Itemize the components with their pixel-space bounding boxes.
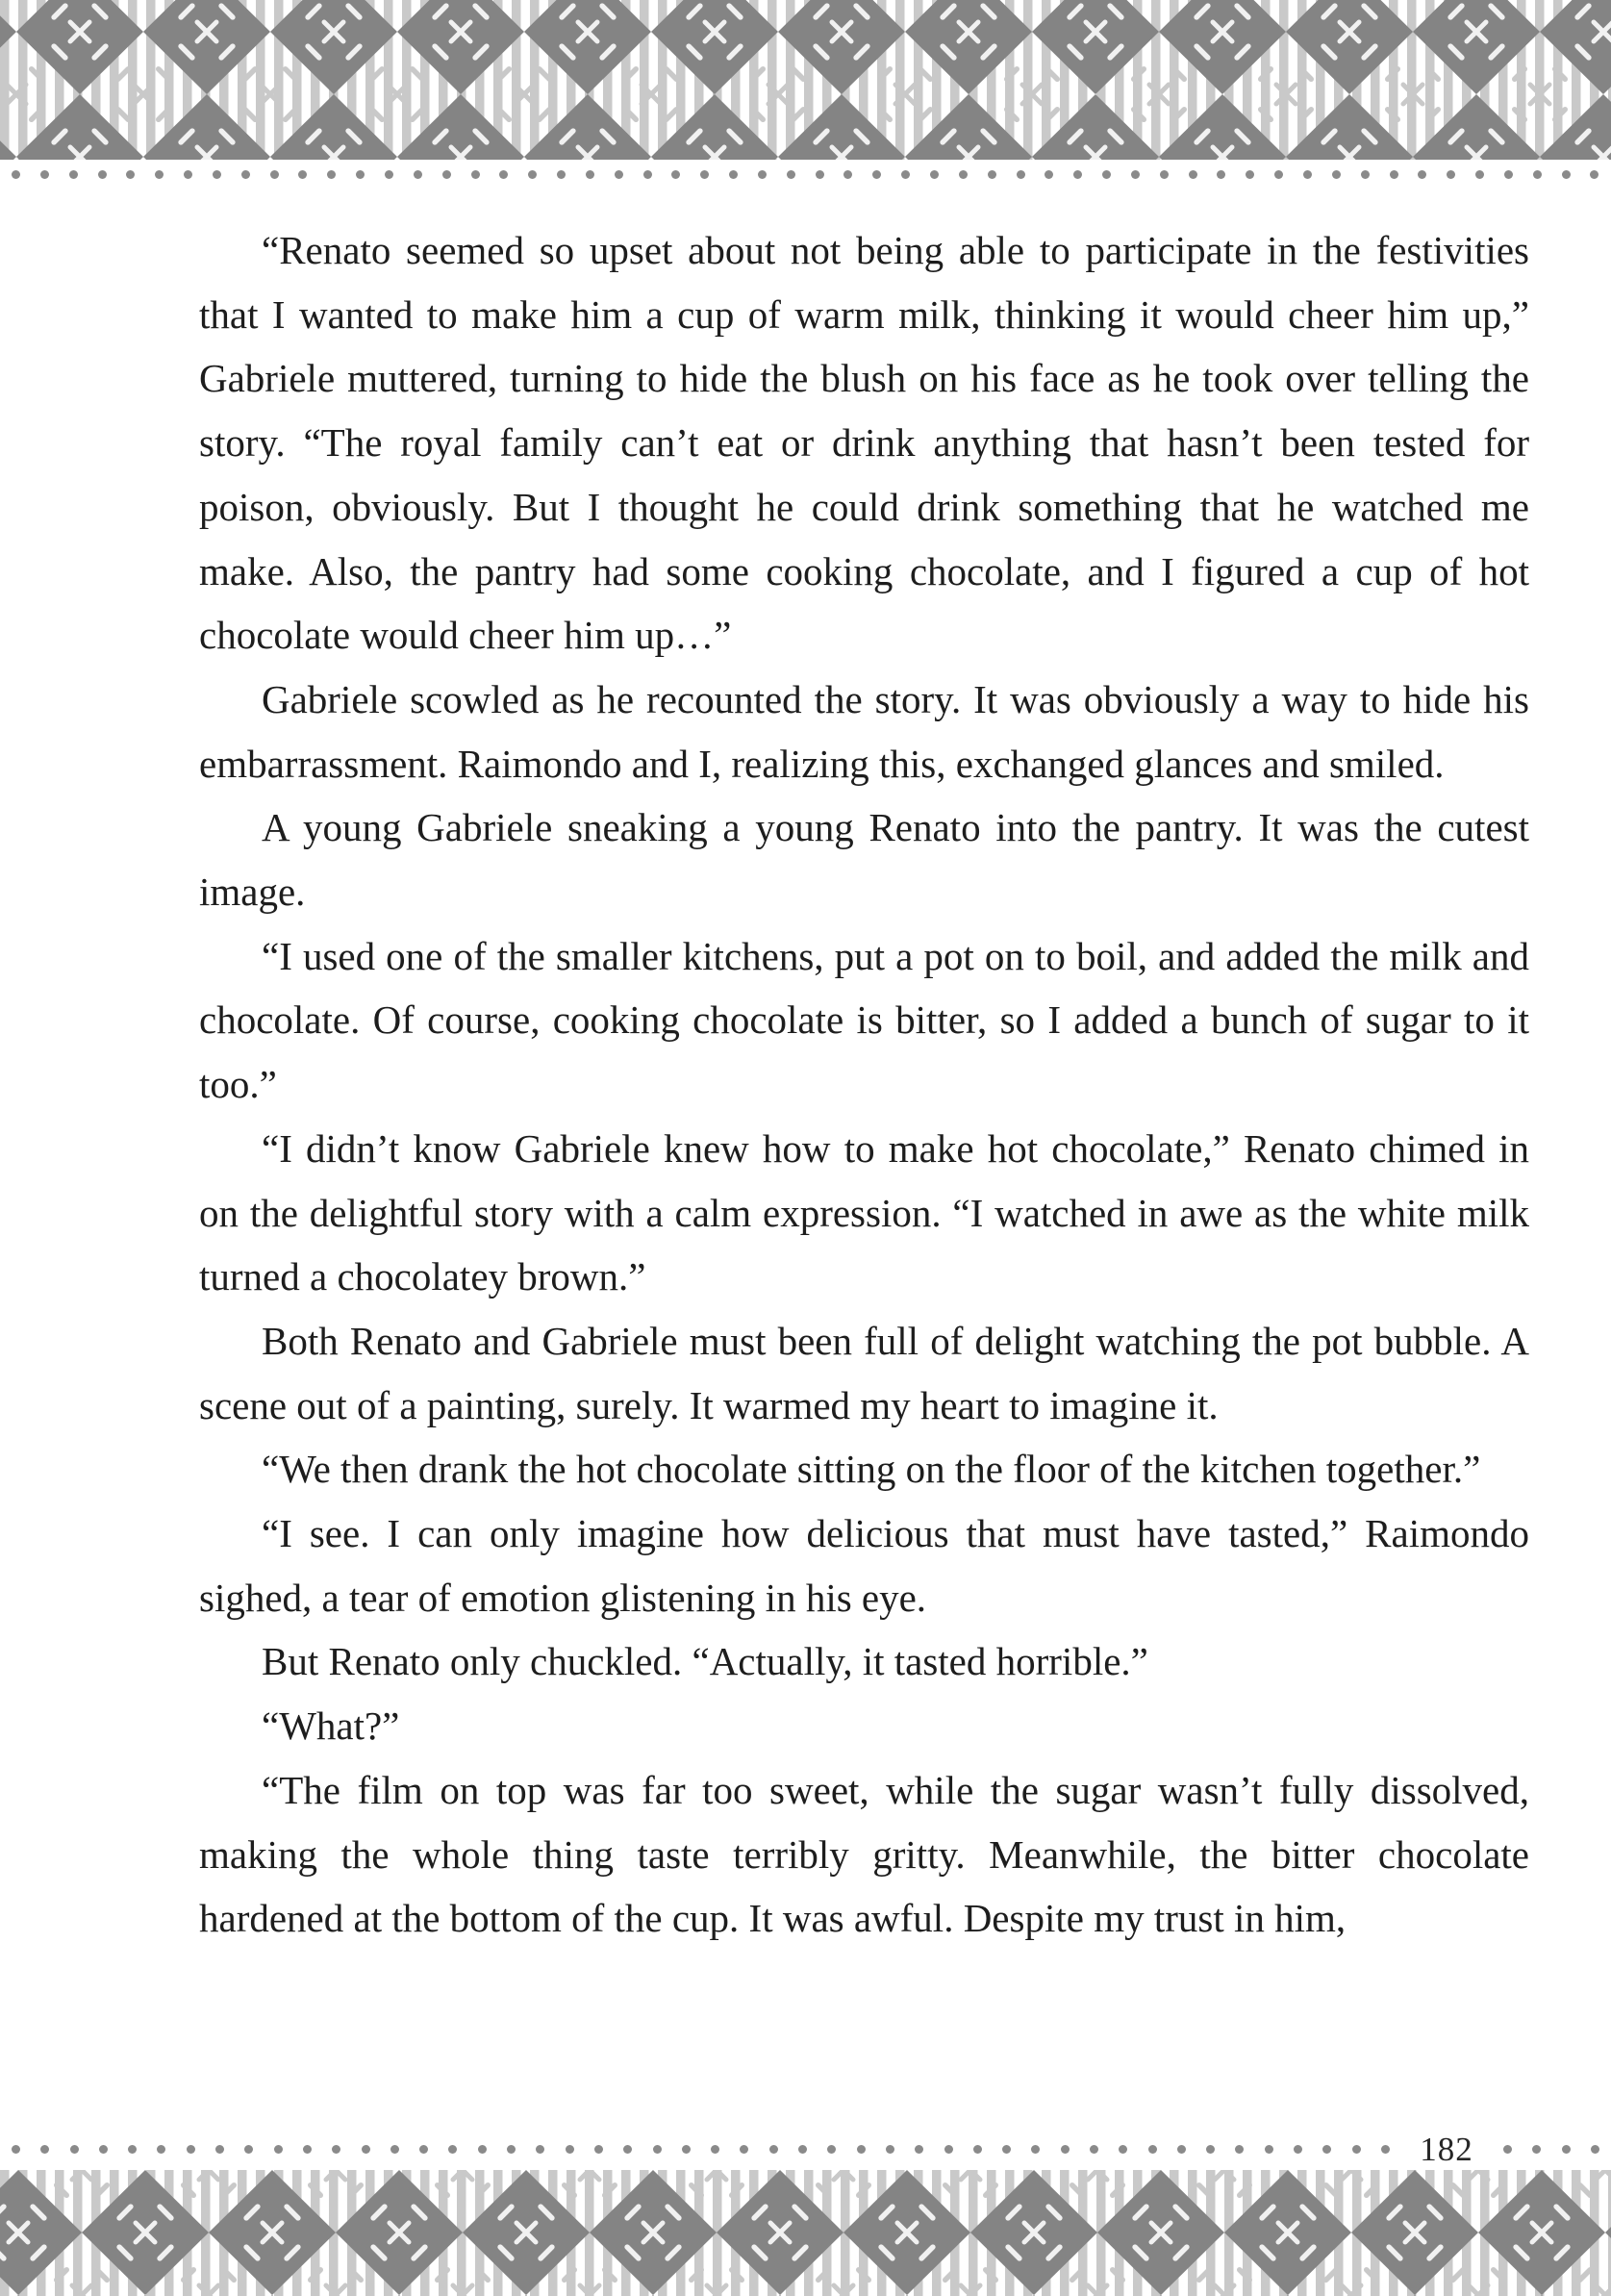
- dot: [528, 170, 537, 179]
- dot: [643, 170, 652, 179]
- dot: [1235, 2145, 1244, 2154]
- dot: [758, 170, 767, 179]
- dot: [872, 170, 881, 179]
- dot: [419, 2145, 428, 2154]
- dot: [274, 2145, 283, 2154]
- dot: [184, 170, 192, 179]
- dot: [303, 2145, 312, 2154]
- paragraph: “Renato seemed so upset about not being able to participate in the festivities that I wanted to make him a cup of warm milk, thinking it would cheer him up,” Gabriele muttered, turning to hide the blush on his face as he took over telling the story. “The royal family can’t eat or drink anything that hasn’t been tested for poison, obviously. But I thought he could drink something that he watched me make. Also, the pantry had some cooking chocolate, and I figured a cup of hot chocolate would cheer him up…”: [199, 228, 1529, 658]
- dot: [1504, 170, 1513, 179]
- dot: [1002, 2145, 1011, 2154]
- dot: [671, 170, 680, 179]
- dot: [507, 2145, 516, 2154]
- dot: [1322, 2145, 1331, 2154]
- dot: [1131, 170, 1140, 179]
- dot: [1217, 170, 1225, 179]
- dot: [1562, 170, 1571, 179]
- dot: [682, 2145, 691, 2154]
- dot: [1045, 170, 1053, 179]
- dots-separator-top: [12, 170, 1599, 179]
- dot: [332, 2145, 340, 2154]
- dot: [1447, 170, 1455, 179]
- dot: [98, 170, 107, 179]
- dot: [711, 2145, 719, 2154]
- dot: [623, 2145, 632, 2154]
- paragraph: “What?”: [262, 1703, 400, 1749]
- dot: [187, 2145, 195, 2154]
- dot: [1418, 170, 1426, 179]
- paragraph: “The film on top was far too sweet, while the sugar wasn’t fully dissolved, making the whole thing taste terribly gritty. Meanwhile, the bitter chocolate hardened at the bottom of the cup. It was awful. Despite my trust in him,: [199, 1767, 1529, 1941]
- dot: [816, 170, 824, 179]
- dot: [586, 170, 594, 179]
- dot: [1352, 2145, 1361, 2154]
- dot: [594, 2145, 603, 2154]
- dot: [1590, 170, 1598, 179]
- dot: [1503, 2145, 1512, 2154]
- dot: [385, 170, 393, 179]
- dot: [1294, 2145, 1302, 2154]
- dot: [390, 2145, 399, 2154]
- paragraph: But Renato only chuckled. “Actually, it tasted horrible.”: [262, 1639, 1148, 1684]
- dot: [769, 2145, 778, 2154]
- dot: [973, 2145, 982, 2154]
- paragraph: “We then drank the hot chocolate sitting on the floor of the kitchen together.”: [262, 1447, 1481, 1492]
- dot: [787, 170, 795, 179]
- dot: [1381, 2145, 1390, 2154]
- dots-separator-bottom: [12, 2131, 1599, 2168]
- paragraph: A young Gabriele sneaking a young Renato into the pantry. It was the cutest image.: [199, 805, 1529, 915]
- dot: [1017, 170, 1025, 179]
- dot: [327, 170, 336, 179]
- paragraph: “I see. I can only imagine how delicious that must have tasted,” Raimondo sighed, a tear of emotion glistening in his eye.: [199, 1511, 1529, 1620]
- dot: [615, 170, 623, 179]
- dot: [442, 170, 451, 179]
- dot: [298, 170, 307, 179]
- dot: [12, 170, 20, 179]
- paragraph: “I didn’t know Gabriele knew how to make hot chocolate,” Renato chimed in on the delightful story with a calm expression. “I watched in awe as the white milk turned a chocolatey brown.”: [199, 1125, 1529, 1299]
- dot: [128, 2145, 137, 2154]
- dot: [1246, 170, 1254, 179]
- dot: [1532, 2145, 1541, 2154]
- dot: [1206, 2145, 1215, 2154]
- dot: [1265, 2145, 1273, 2154]
- dot: [1591, 2145, 1599, 2154]
- dot: [1061, 2145, 1070, 2154]
- dot: [988, 170, 996, 179]
- paragraph: Gabriele scowled as he recounted the story. It was obviously a way to hide his embarrassment. Raimondo and I, realizing this, exchanged glances and smiled.: [199, 676, 1529, 786]
- dot: [213, 170, 221, 179]
- dot: [1119, 2145, 1127, 2154]
- dot: [729, 170, 738, 179]
- dot: [1177, 2145, 1186, 2154]
- dot: [1090, 2145, 1098, 2154]
- dot: [356, 170, 365, 179]
- dot: [915, 2145, 923, 2154]
- dot: [959, 170, 968, 179]
- dot: [1390, 170, 1398, 179]
- dot: [12, 2145, 20, 2154]
- dot: [1361, 170, 1370, 179]
- dot: [901, 170, 910, 179]
- dot: [1102, 170, 1111, 179]
- dot: [827, 2145, 836, 2154]
- dot: [886, 2145, 894, 2154]
- dot: [155, 170, 164, 179]
- dot: [566, 2145, 574, 2154]
- dot: [930, 170, 939, 179]
- body-text: [199, 218, 1529, 1951]
- dot: [448, 2145, 457, 2154]
- paragraph: Both Renato and Gabriele must been full of delight watching the pot bubble. A scene out of a painting, surely. It warmed my heart to imagine it.: [199, 1318, 1529, 1427]
- dot: [241, 170, 250, 179]
- dot: [362, 2145, 370, 2154]
- dot: [536, 2145, 544, 2154]
- dot: [1475, 170, 1484, 179]
- dot: [157, 2145, 165, 2154]
- dot: [414, 170, 422, 179]
- dot: [1189, 170, 1197, 179]
- dot: [700, 170, 709, 179]
- dot: [1274, 170, 1283, 179]
- argyle-border-top: [0, 0, 1611, 160]
- dot: [40, 170, 49, 179]
- dot: [40, 2145, 49, 2154]
- dot: [215, 2145, 224, 2154]
- paragraph: “I used one of the smaller kitchens, put a pot on to boil, and added the milk and chocolate. Of course, cooking chocolate is bitter, so I added a bunch of sugar to it too.”: [199, 933, 1529, 1107]
- dot: [499, 170, 508, 179]
- dot: [1562, 2145, 1571, 2154]
- dot: [1031, 2145, 1040, 2154]
- dot: [244, 2145, 253, 2154]
- argyle-border-bottom: [0, 2170, 1611, 2296]
- dot: [653, 2145, 662, 2154]
- dot: [270, 170, 279, 179]
- dot: [70, 2145, 79, 2154]
- dot: [1303, 170, 1312, 179]
- dot: [471, 170, 480, 179]
- dot: [99, 2145, 108, 2154]
- dot: [843, 170, 852, 179]
- dot: [944, 2145, 953, 2154]
- dot: [1160, 170, 1169, 179]
- dot: [1332, 170, 1341, 179]
- dot: [126, 170, 135, 179]
- dot: [857, 2145, 866, 2154]
- page-number: 182: [1420, 2131, 1473, 2168]
- dot: [69, 170, 78, 179]
- dot: [478, 2145, 487, 2154]
- dot: [1533, 170, 1542, 179]
- dot: [798, 2145, 807, 2154]
- dot: [1148, 2145, 1157, 2154]
- dot: [557, 170, 566, 179]
- dot: [1073, 170, 1082, 179]
- dot: [740, 2145, 748, 2154]
